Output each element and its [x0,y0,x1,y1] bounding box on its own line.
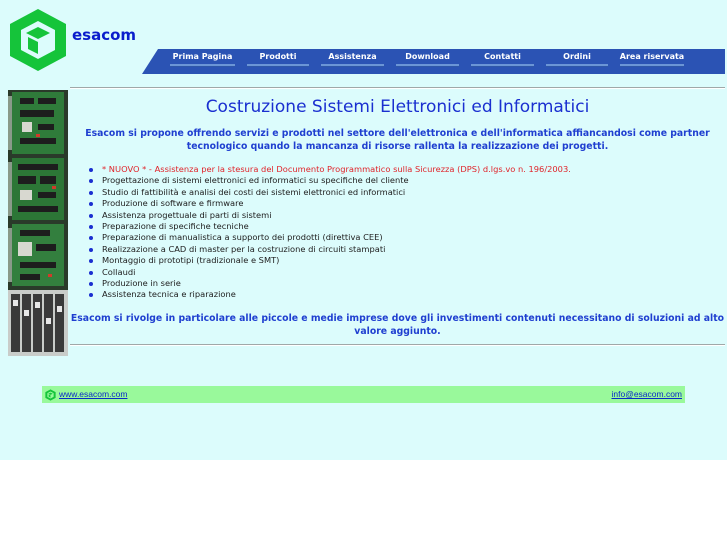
intro-paragraph: Esacom si propone offrendo servizi e prodotti nel settore dell'elettronica e dell'informatica affiancandosi come partner tecnologico quando la mancanza di risorse rallenta la realizzazione dei progetti. [85,128,710,152]
list-item-text: * NUOVO * - Assistenza per la stesura del Documento Programmatico sulla Sicurezza (DPS) d.lgs.vo n. 196/2003. [102,164,571,174]
list-item-text: Produzione in serie [102,277,181,288]
nav-label: Ordini [563,52,591,61]
list-item-news[interactable] [86,164,571,175]
footer-email-link[interactable]: info@esacom.com [611,389,682,399]
page-title: Costruzione Sistemi Elettronici ed Informatici [205,97,590,117]
list-item-text: Montaggio di prototipi (tradizionale e SMT) [102,255,280,266]
nav-underline [247,64,309,67]
circuit-board-photos [8,90,68,356]
nav-item-assistenza[interactable] [315,51,390,69]
list-item [86,244,571,255]
list-item [86,175,571,186]
nav-item-prodotti[interactable] [241,51,315,69]
list-item-text: Assistenza progettuale di parti di sistemi [102,209,272,220]
list-item [86,267,571,278]
list-item-text: Progettazione di sistemi elettronici ed informatici su specifiche del cliente [102,175,409,186]
bullet-icon [89,248,93,252]
list-item [86,289,571,300]
nav-underline [546,64,608,67]
bullet-icon [89,271,93,275]
bullet-icon [89,282,93,286]
list-item-text: Collaudi [102,266,136,277]
list-item [86,232,571,243]
nav-item-download[interactable] [390,51,465,69]
list-item [86,210,571,221]
list-item-text: Preparazione di specifiche tecniche [102,220,249,231]
list-item [86,221,571,232]
divider-top [70,87,725,89]
nav-label: Contatti [484,52,521,61]
list-item-text: Preparazione di manualistica a supporto dei prodotti (direttiva CEE) [102,232,383,243]
nav-underline [620,64,684,67]
nav-label: Prodotti [259,52,297,61]
list-item [86,255,571,266]
brand-name[interactable]: esacom [72,26,137,44]
list-item-text: Produzione di software e firmware [102,198,244,209]
list-item-text: Realizzazione a CAD di master per la costruzione di circuiti stampati [102,243,386,254]
list-item [86,278,571,289]
services-list [86,164,571,301]
main-navigation [142,49,725,74]
nav-underline [471,64,534,67]
nav-label: Prima Pagina [172,52,233,61]
cube-small-icon [45,389,56,401]
divider-bottom [70,344,725,346]
cube-logo-icon[interactable] [8,8,68,72]
nav-label: Assistenza [328,52,377,61]
bullet-icon [89,293,93,297]
list-item-text: Studio di fattibilità e analisi dei costi dei sistemi elettronici ed informatici [102,186,406,197]
footer-site-link[interactable]: www.esacom.com [59,389,128,399]
bullet-icon [89,168,93,172]
bullet-icon [89,191,93,195]
nav-underline [396,64,459,67]
nav-item-ordini[interactable] [540,51,614,69]
nav-item-prima-pagina[interactable] [164,51,241,69]
bullet-icon [89,225,93,229]
bullet-icon [89,202,93,206]
nav-label: Area riservata [619,52,685,61]
list-item-text: Assistenza tecnica e riparazione [102,289,236,300]
nav-item-contatti[interactable] [465,51,540,69]
nav-underline [170,64,235,67]
nav-item-area-riservata[interactable] [614,51,690,69]
closing-paragraph: Esacom si rivolge in particolare alle piccole e medie imprese dove gli investimenti contenuti necessitano di soluzioni ad alto valore aggiunto. [70,313,725,337]
footer-bar [42,386,685,403]
nav-underline [321,64,384,67]
bullet-icon [89,236,93,240]
bullet-icon [89,179,93,183]
bullet-icon [89,214,93,218]
list-item [86,198,571,209]
list-item [86,187,571,198]
nav-label: Download [405,52,450,61]
bullet-icon [89,259,93,263]
